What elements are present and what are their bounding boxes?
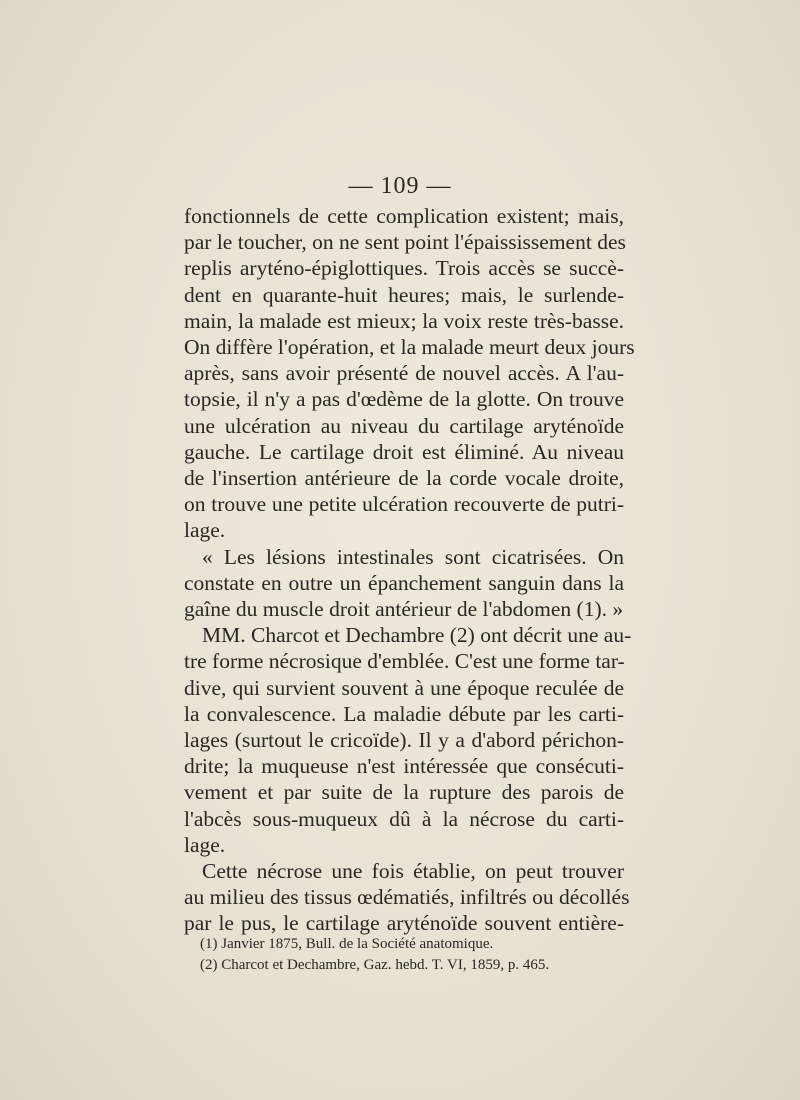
text-line: par le toucher, on ne sent point l'épaississement des — [184, 230, 626, 255]
text-line: vement et par suite de la rupture des parois de — [184, 780, 624, 805]
text-line: l'abcès sous-muqueux dû à la nécrose du carti- — [184, 806, 624, 831]
text-line: gaîne du muscle droit antérieur de l'abdomen (1). » — [184, 597, 624, 622]
text-line: de l'insertion antérieure de la corde vocale droite, — [184, 466, 624, 491]
footnote: (2) Charcot et Dechambre, Gaz. hebd. T. VI, 1859, p. 465. — [200, 957, 550, 973]
text-line: Cette nécrose une fois établie, on peut trouver — [202, 859, 624, 884]
body-text — [184, 203, 635, 937]
text-line: lages (surtout le cricoïde). Il y a d'abord périchon- — [184, 728, 624, 753]
text-line: drite; la muqueuse n'est intéressée que consécuti- — [184, 754, 624, 779]
text-line: on trouve une petite ulcération recouverte de putri- — [184, 492, 624, 517]
text-line: MM. Charcot et Dechambre (2) ont décrit une au- — [202, 623, 632, 648]
text-line: dive, qui survient souvent à une époque reculée de — [184, 675, 624, 700]
text-line: par le pus, le cartilage aryténoïde souvent entière- — [184, 911, 624, 936]
footnotes — [200, 934, 620, 976]
page-number: — 109 — — [348, 173, 452, 199]
text-line: replis aryténo-épiglottiques. Trois accès se succè- — [184, 256, 624, 281]
text-line: On diffère l'opération, et la malade meurt deux jours — [184, 335, 635, 360]
text-line: « Les lésions intestinales sont cicatrisées. On — [202, 544, 624, 569]
text-line: fonctionnels de cette complication existent; mais, — [184, 204, 624, 228]
text-line: après, sans avoir présenté de nouvel accès. A l'au- — [184, 361, 624, 386]
text-line: topsie, il n'y a pas d'œdème de la glotte. On trouve — [184, 387, 624, 412]
text-line: lage. — [184, 518, 226, 543]
text-line: lage. — [184, 832, 226, 857]
text-line: dent en quarante-huit heures; mais, le surlende- — [184, 282, 624, 307]
footnote: (1) Janvier 1875, Bull. de la Société anatomique. — [200, 936, 494, 952]
text-line: une ulcération au niveau du cartilage aryténoïde — [184, 413, 624, 438]
text-line: tre forme nécrosique d'emblée. C'est une forme tar- — [184, 649, 625, 674]
text-line: main, la malade est mieux; la voix reste très-basse. — [184, 308, 624, 333]
text-line: constate en outre un épanchement sanguin dans la — [184, 570, 624, 595]
text-line: au milieu des tissus œdématiés, infiltrés ou décollés — [184, 885, 630, 910]
text-line: la convalescence. La maladie débute par les carti- — [184, 701, 624, 726]
text-line: gauche. Le cartilage droit est éliminé. Au niveau — [184, 439, 624, 464]
